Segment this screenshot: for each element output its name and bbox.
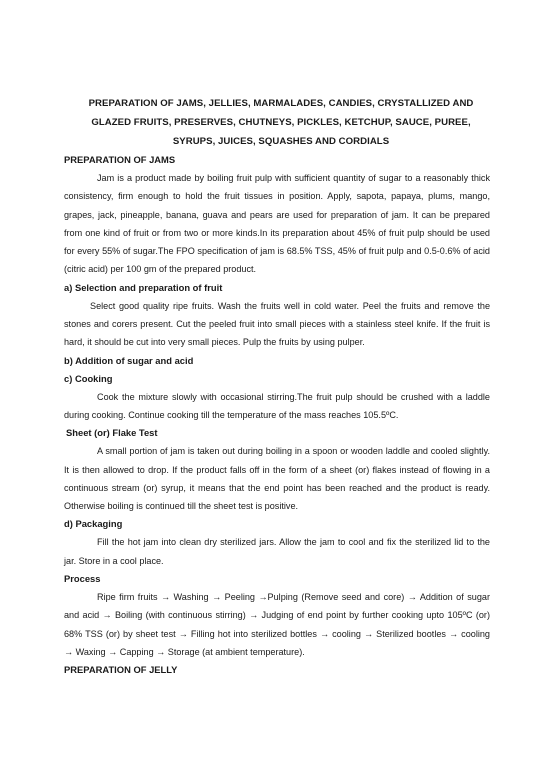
packaging-paragraph: Fill the hot jam into clean dry sterilized jars. Allow the jam to cool and fix the sterilized lid to the jar. Store in a cool place. [64,537,490,566]
subheading-sheet-test: Sheet (or) Flake Test [66,427,158,439]
section-heading-jelly: PREPARATION OF JELLY [64,664,178,676]
subheading-cooking: c) Cooking [64,372,113,384]
subheading-process: Process [64,573,101,585]
process-paragraph: Ripe firm fruits → Washing → Peeling →Pulping (Remove seed and core) → Addition of sugar and acid → Boiling (with continuous stirring) → Judging of end point by further cooking upto 105ºC (or) 68% TSS (or) by sheet test → Filling hot into sterilized bottles → cooling → Sterilized bootles → cooling → Waxing → Capping → Storage (at ambient temperature). [64,592,490,657]
selection-paragraph: Select good quality ripe fruits. Wash the fruits well in cold water. Peel the fruits and remove the stones and corers present. Cut the peeled fruit into small pieces with a stainless steel knife. If the fruit is hard, it should be cut into very small pieces. Pulp the fruits by using pulper. [64,300,490,348]
subheading-sugar-acid: b) Addition of sugar and acid [64,354,194,366]
document-body [64,94,490,679]
document-title: PREPARATION OF JAMS, JELLIES, MARMALADES, CANDIES, CRYSTALLIZED AND GLAZED FRUITS, PRESERVES, CHUTNEYS, PICKLES, KETCHUP, SAUCE, PUREE, SYRUPS, JUICES, SQUASHES AND CORDIALS [88,98,474,147]
sheet-test-paragraph: A small portion of jam is taken out during boiling in a spoon or wooden laddle and cooled slightly. It is then allowed to drop. If the product falls off in the form of a sheet (or) flakes instead of flowing in a continuous stream (or) syrup, it means that the end point has been reached and the product is ready. Otherwise boiling is continued till the sheet test is positive. [64,446,490,512]
cooking-paragraph: Cook the mixture slowly with occasional stirring.The fruit pulp should be crushed with a laddle during cooking. Continue cooking till the temperature of the mass reaches 105.5ºC. [64,391,490,420]
section-heading-jams: PREPARATION OF JAMS [64,154,176,165]
jams-intro-paragraph: Jam is a product made by boiling fruit pulp with sufficient quantity of sugar to a reasonably thick consistency, firm enough to hold the fruit tissues in position. Apply, sapota, papaya, plums, mango, grapes, jack, pineapple, banana, guava and pears are used for preparation of jam. It can be prepared from one kind of fruit or from two or more kinds.In its preparation about 45% of fruit pulp should be used for every 55% of sugar.The FPO specification of jam is 68.5% TSS, 45% of fruit pulp and 0.5-0.6% of acid (citric acid) per 100 gm of the prepared product. [64,173,490,275]
subheading-packaging: d) Packaging [64,518,123,530]
subheading-selection: a) Selection and preparation of fruit [64,281,223,293]
